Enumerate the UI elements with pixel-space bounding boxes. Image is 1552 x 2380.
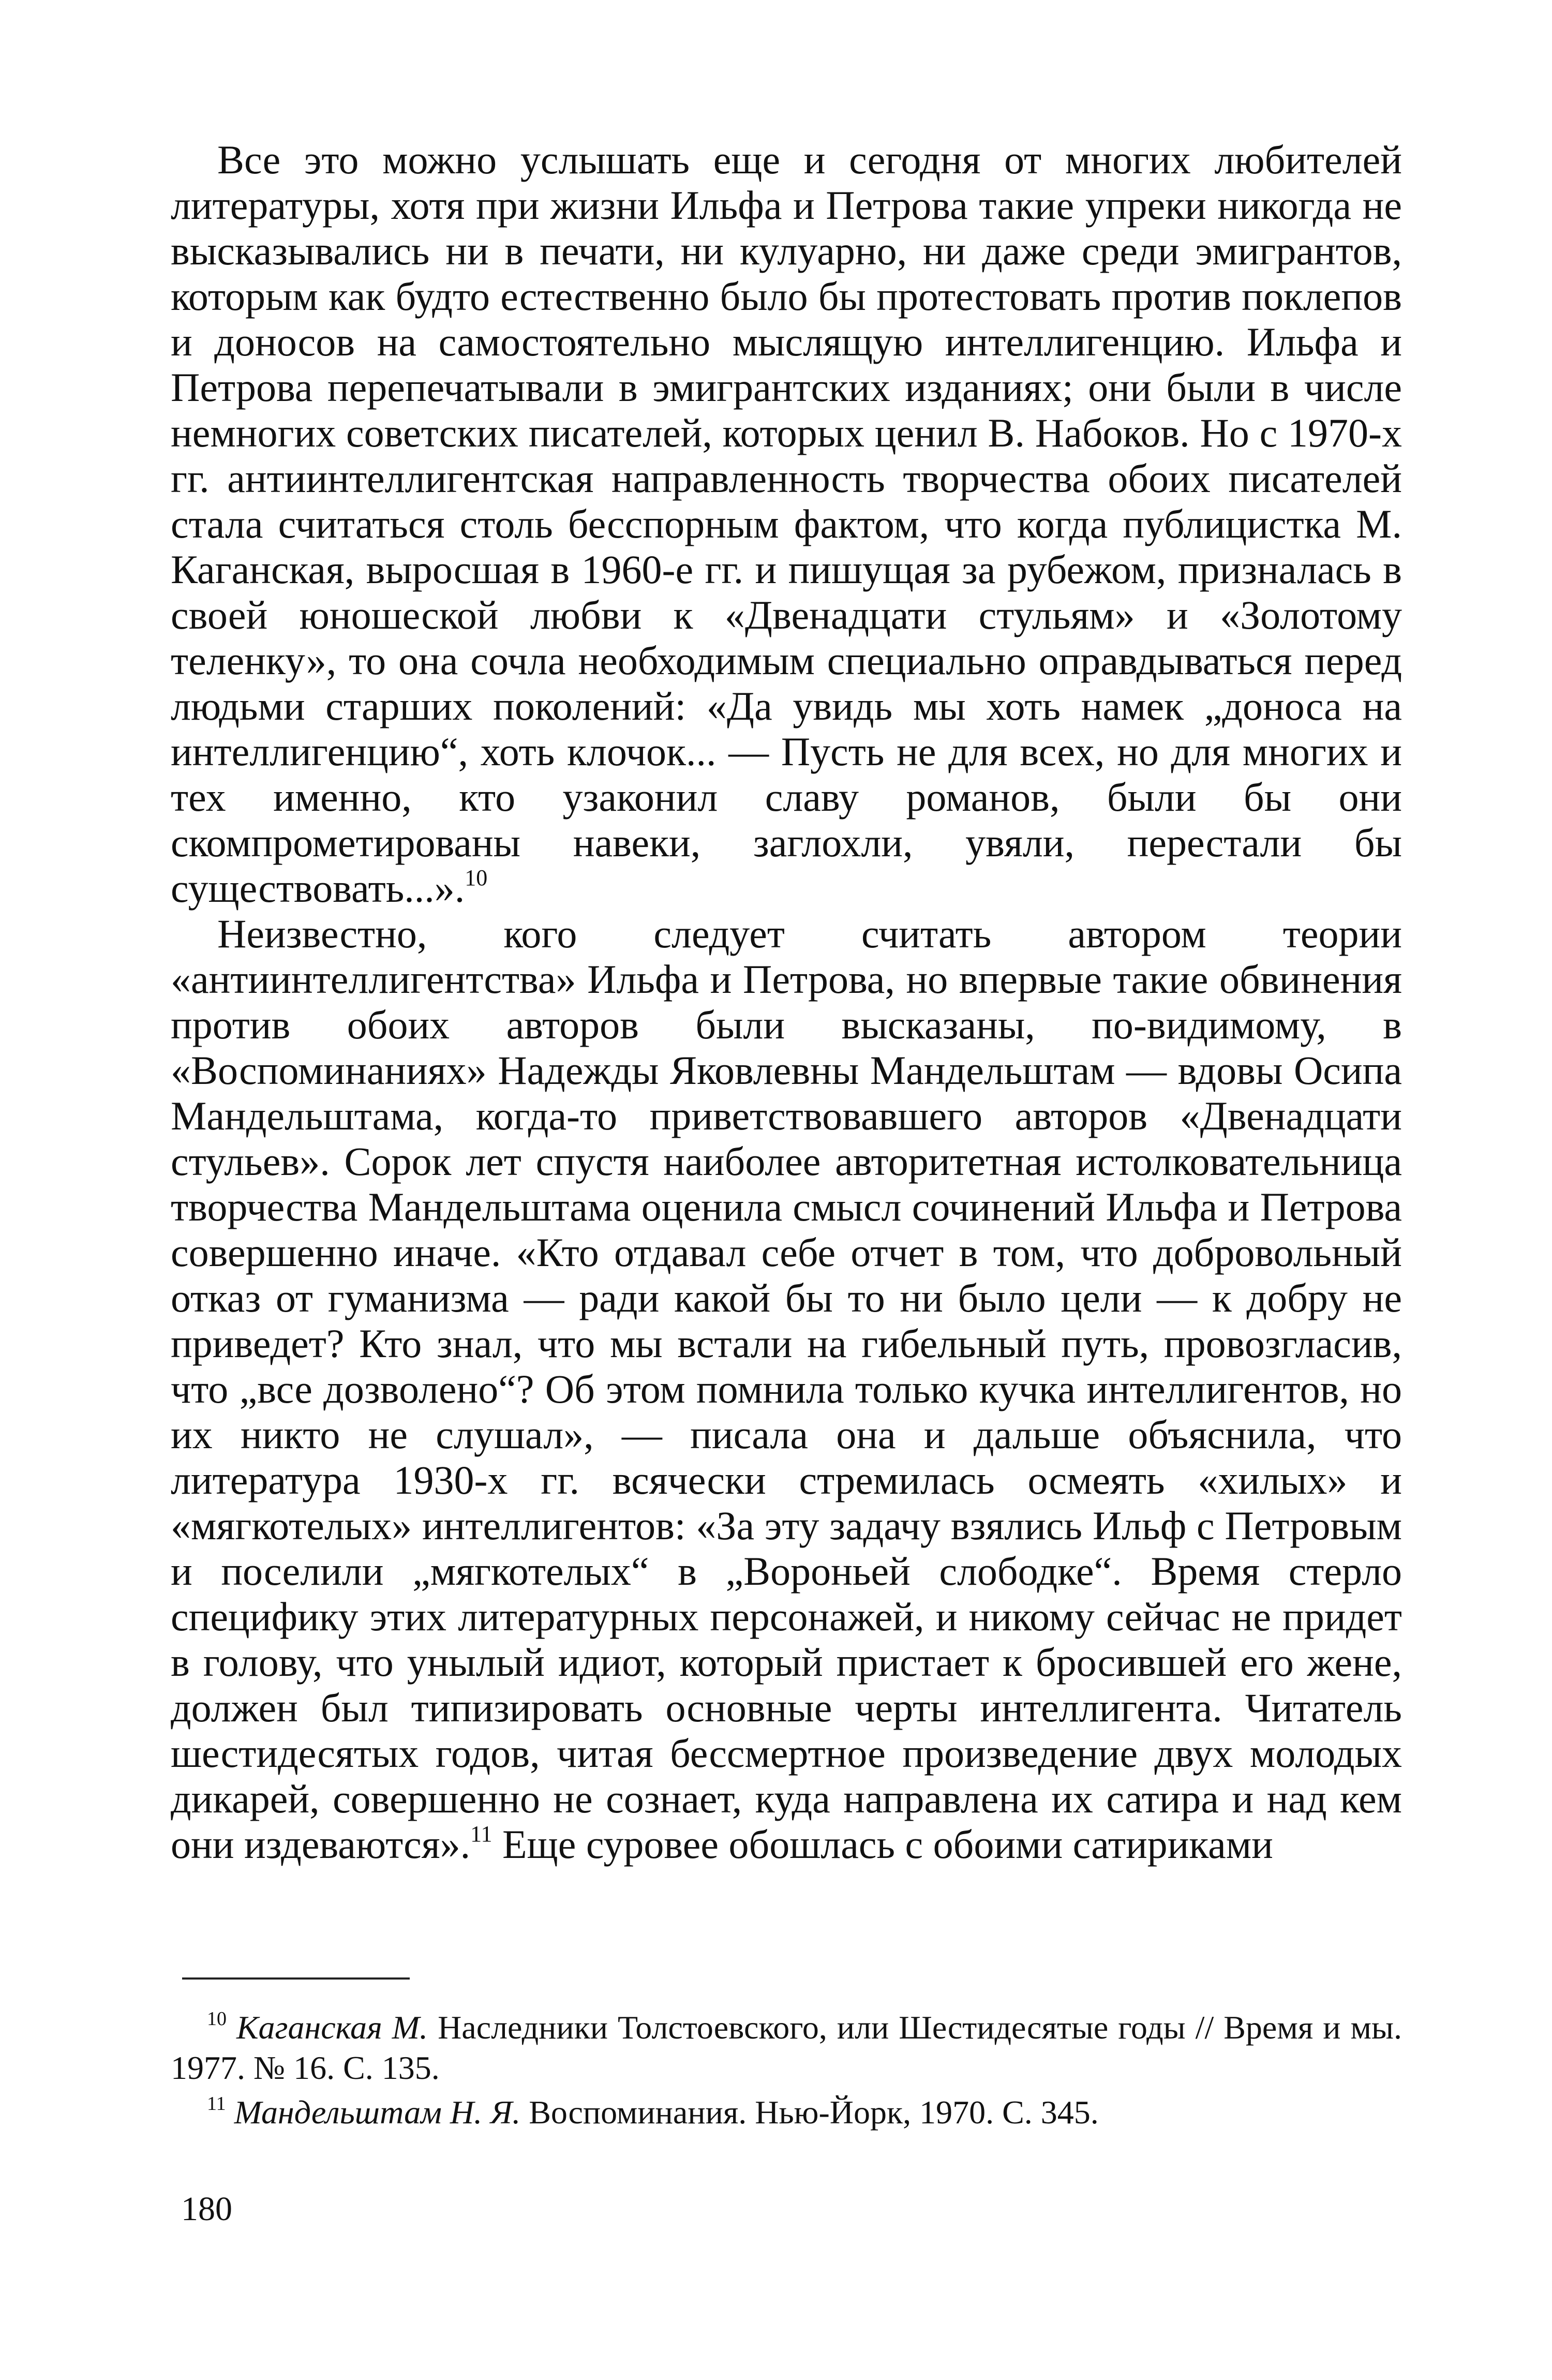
footnote-text: Воспоминания. Нью-Йорк, 1970. С. 345. [520, 2094, 1099, 2131]
paragraph-2-continuation: Еще суровее обошлась с обоими сатириками [492, 1822, 1273, 1867]
main-text [171, 137, 1402, 1867]
footnote-number: 11 [207, 2093, 226, 2115]
footnote-author: Мандельштам Н. Я. [234, 2094, 521, 2131]
footnote-text: Наследники Толстоевского, или Шестидесятые годы // Время и мы. 1977. № 16. С. 135. [171, 2009, 1402, 2086]
paragraph-1-text: Все это можно услышать еще и сегодня от многих любителей литературы, хотя при жизни Ильфа и Петрова такие упреки никогда не высказывались ни в печати, ни кулуарно, ни даже среди эмигрантов, которым как будто естественно было бы протестовать против поклепов и доносов на самостоятельно мыслящую интеллигенцию. Ильфа и Петрова перепечатывали в эмигрантских изданиях; они были в числе немногих советских писателей, которых ценил В. Набоков. Но с 1970-х гг. антиинтеллигентская направленность творчества обоих писателей стала считаться столь бесспорным фактом, что когда публицистка М. Каганская, выросшая в 1960-е гг. и пишущая за рубежом, призналась в своей юношеской любви к «Двенадцати стульям» и «Золотому теленку», то она сочла необходимым специально оправдываться перед людьми старших поколений: «Да увидь мы хоть намек „доноса на интеллигенцию“, хоть клочок... — Пусть не для всех, но для многих и тех именно, кто узаконил славу романов, были бы они скомпрометированы навеки, заглохли, увяли, перестали бы существовать...». [171, 137, 1402, 911]
footnote-ref-10: 10 [465, 865, 488, 890]
paragraph-1 [171, 137, 1402, 911]
footnote-number: 10 [207, 2008, 227, 2030]
paragraph-2-text: Неизвестно, кого следует считать автором теории «антиинтеллигентства» Ильфа и Петрова, но впервые такие обвинения против обоих авторов были высказаны, по-видимому, в «Воспоминаниях» Надежды Яковлевны Мандельштам — вдовы Осипа Мандельштама, когда-то приветствовавшего авторов «Двенадцати стульев». Сорок лет спустя наиболее авторитетная истолковательница творчества Мандельштама оценила смысл сочинений Ильфа и Петрова совершенно иначе. «Кто отдавал себе отчет в том, что добровольный отказ от гуманизма — ради какой бы то ни было цели — к добру не приведет? Кто знал, что мы встали на гибельный путь, провозгласив, что „все дозволено“? Об этом помнила только кучка интеллигентов, но их никто не слушал», — писала она и дальше объяснила, что литература 1930-х гг. всячески стремилась осмеять «хилых» и «мягкотелых» интеллигентов: «За эту задачу взялись Ильф с Петровым и поселили „мягкотелых“ в „Вороньей слободке“. Время стерло специфику этих литературных персонажей, и никому сейчас не придет в голову, что унылый идиот, который пристает к бросившей его жене, должен был типизировать основные черты интеллигента. Читатель шестидесятых годов, читая бессмертное произведение двух молодых дикарей, совершенно не сознает, куда направлена их сатира и над кем они издеваются». [171, 911, 1402, 1867]
paragraph-2 [171, 911, 1402, 1867]
footnote-10 [171, 2007, 1402, 2088]
footnote-author: Каганская М. [236, 2009, 428, 2046]
page-number: 180 [181, 2190, 232, 2228]
footnote-divider [182, 1977, 410, 1980]
footnote-ref-11: 11 [470, 1821, 493, 1847]
footnotes [171, 2007, 1402, 2137]
footnote-11 [171, 2092, 1402, 2133]
